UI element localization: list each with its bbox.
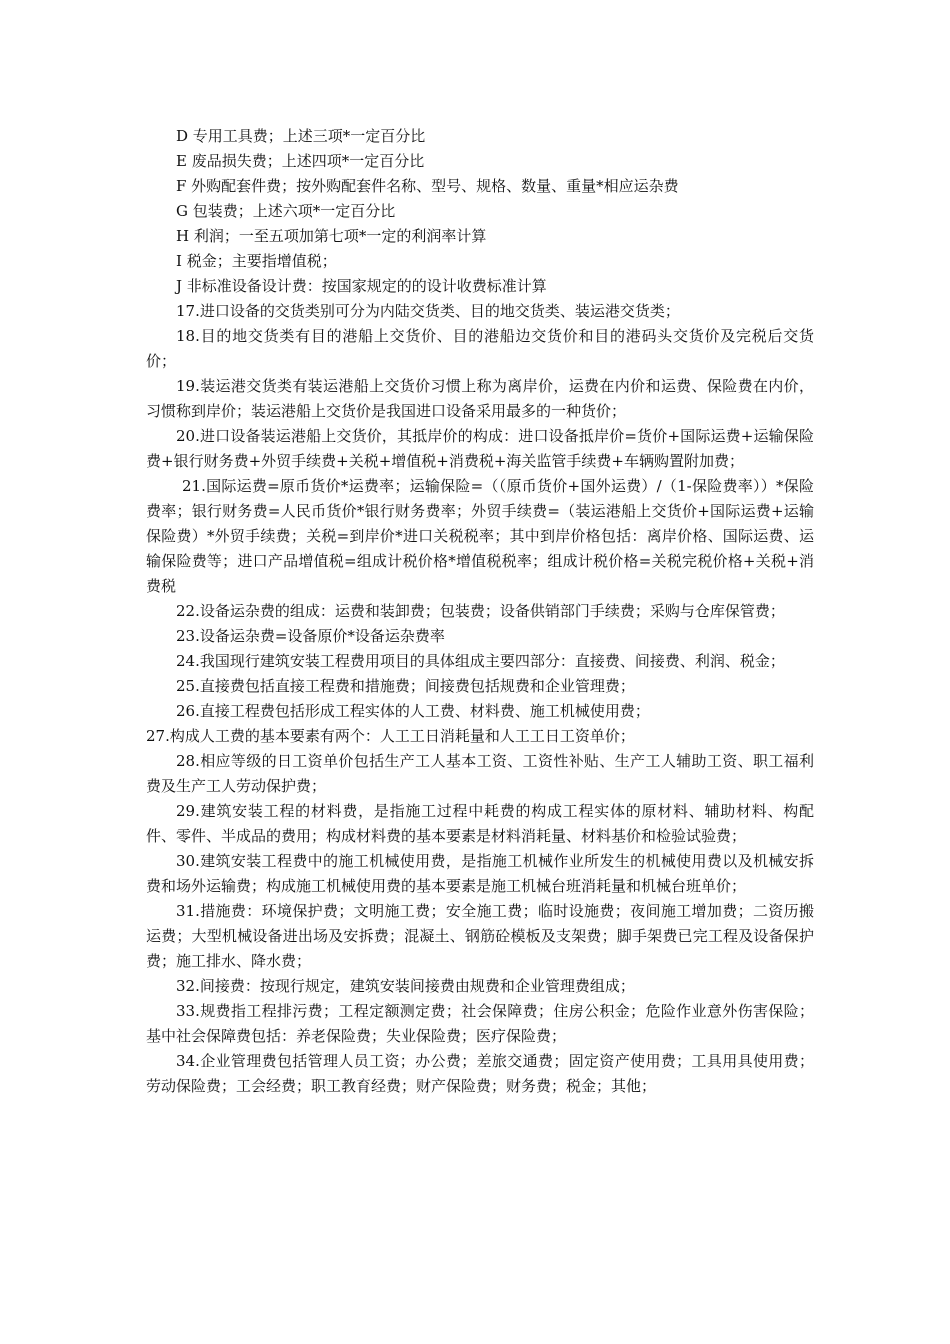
paragraph-item-i: I 税金；主要指增值税； — [176, 252, 337, 270]
paragraph-33: 33.规费指工程排污费；工程定额测定费；社会保障费；住房公积金；危险作业意外伤害保险；基中社会保障费包括：养老保险费；失业保险费；医疗保险费； — [146, 1002, 814, 1045]
paragraph-24: 24.我国现行建筑安装工程费用项目的具体组成主要四部分：直接费、间接费、利润、税金； — [176, 652, 785, 670]
paragraph-31: 31.措施费：环境保护费；文明施工费；安全施工费；临时设施费；夜间施工增加费；二资历搬运费；大型机械设备进出场及安拆费；混凝土、钢筋砼模板及支架费；脚手架费已完工程及设备保护费；施工排水、降水费； — [146, 902, 814, 970]
paragraph-17: 17.进口设备的交货类别可分为内陆交货类、目的地交货类、装运港交货类； — [176, 302, 680, 320]
document-body — [146, 124, 814, 1099]
paragraph-28: 28.相应等级的日工资单价包括生产工人基本工资、工资性补贴、生产工人辅助工资、职工福利费及生产工人劳动保护费； — [146, 752, 814, 795]
paragraph-23: 23.设备运杂费=设备原价*设备运杂费率 — [176, 627, 445, 645]
paragraph-30: 30.建筑安装工程费中的施工机械使用费，是指施工机械作业所发生的机械使用费以及机械安拆费和场外运输费；构成施工机械使用费的基本要素是施工机械台班消耗量和机械台班单价； — [146, 852, 814, 895]
paragraph-22: 22.设备运杂费的组成：运费和装卸费；包装费；设备供销部门手续费；采购与仓库保管费； — [176, 602, 785, 620]
paragraph-20: 20.进口设备装运港船上交货价，其抵岸价的构成：进口设备抵岸价=货价+国际运费+运输保险费+银行财务费+外贸手续费+关税+增值税+消费税+海关监管手续费+车辆购置附加费； — [146, 427, 814, 470]
paragraph-item-h: H 利润；一至五项加第七项*一定的利润率计算 — [176, 227, 487, 245]
paragraph-item-j: J 非标准设备设计费：按国家规定的的设计收费标准计算 — [176, 277, 547, 295]
paragraph-18: 18.目的地交货类有目的港船上交货价、目的港船边交货价和目的港码头交货价及完税后交货价； — [146, 327, 814, 370]
paragraph-27: 27.构成人工费的基本要素有两个：人工工日消耗量和人工工日工资单价； — [146, 727, 635, 745]
paragraph-item-d: D 专用工具费；上述三项*一定百分比 — [176, 127, 426, 145]
paragraph-26: 26.直接工程费包括形成工程实体的人工费、材料费、施工机械使用费； — [176, 702, 650, 720]
paragraph-item-g: G 包装费；上述六项*一定百分比 — [176, 202, 396, 220]
paragraph-21: 21.国际运费=原币货价*运费率；运输保险=（（原币货价+国外运费）/（1-保险费率））*保险费率；银行财务费=人民币货价*银行财务费率；外贸手续费=（装运港船上交货价+国际运费+运输保险费）*外贸手续费；关税=到岸价*进口关税税率；其中到岸价格包括：离岸价格、国际运费、运输保险费等；进口产品增值税=组成计税价格*增值税税率；组成计税价格=关税完税价格+关税+消费税 — [146, 477, 814, 595]
paragraph-25: 25.直接费包括直接工程费和措施费；间接费包括规费和企业管理费； — [176, 677, 635, 695]
paragraph-item-f: F 外购配套件费；按外购配套件名称、型号、规格、数量、重量*相应运杂费 — [176, 177, 679, 195]
paragraph-item-e: E 废品损失费；上述四项*一定百分比 — [176, 152, 425, 170]
paragraph-29: 29.建筑安装工程的材料费，是指施工过程中耗费的构成工程实体的原材料、辅助材料、构配件、零件、半成品的费用；构成材料费的基本要素是材料消耗量、材料基价和检验试验费； — [146, 802, 814, 845]
paragraph-34: 34.企业管理费包括管理人员工资；办公费；差旅交通费；固定资产使用费；工具用具使用费；劳动保险费；工会经费；职工教育经费；财产保险费；财务费；税金；其他； — [146, 1052, 814, 1095]
paragraph-32: 32.间接费：按现行规定，建筑安装间接费由规费和企业管理费组成； — [176, 977, 635, 995]
paragraph-19: 19.装运港交货类有装运港船上交货价习惯上称为离岸价，运费在内价和运费、保险费在内价，习惯称到岸价；装运港船上交货价是我国进口设备采用最多的一种货价； — [146, 377, 814, 420]
